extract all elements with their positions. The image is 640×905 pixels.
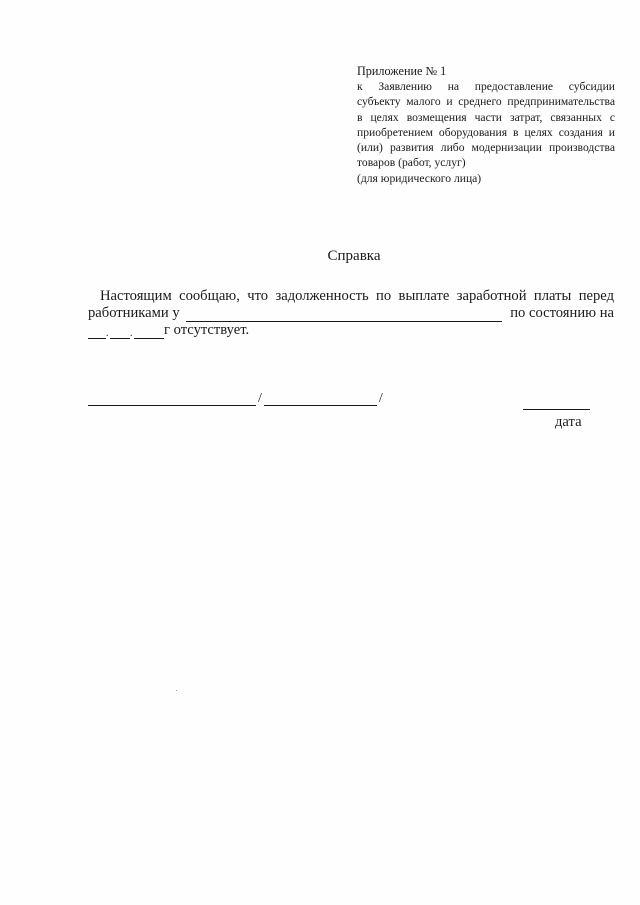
year-blank [134,326,164,339]
appendix-line: (для юридического лица) [357,171,482,185]
day-blank [88,326,109,339]
position-blank [88,391,256,406]
body-line-3 [88,322,614,339]
document-heading: Справка [327,248,381,264]
body-line-1: Настоящим сообщаю, что задолженность по выплате заработной платы перед [100,288,614,304]
certificate-body [88,288,614,339]
month-blank [110,326,133,339]
as-of-label: по состоянию на [510,305,614,321]
signature-row [88,388,385,406]
appendix-title: Приложение № 1 [357,64,447,78]
appendix-note [357,63,615,186]
employer-prefix: работниками у [88,305,180,321]
scan-speck [176,690,177,691]
date-separator: . [130,328,133,339]
body-line-2 [88,305,614,322]
absence-statement: г отсутствует. [164,322,250,338]
signature-separator: / [258,391,262,406]
appendix-line: в целях возмещения части затрат, связанных с [357,110,615,124]
appendix-line: (или) развития либо модернизации производства [357,141,615,155]
signature-blank [264,391,377,406]
appendix-line: к Заявлению на предоставление субсидии [357,80,615,93]
signature-separator: / [378,391,383,406]
appendix-line: субъекту малого и среднего предпринимательства [357,95,615,109]
appendix-line: приобретением оборудования в целях создания и [357,125,615,139]
appendix-line: товаров (работ, услуг) [357,156,466,170]
date-blank [523,409,590,410]
date-separator: . [106,328,109,339]
date-label: дата [555,414,582,430]
employer-name-blank [186,309,502,322]
